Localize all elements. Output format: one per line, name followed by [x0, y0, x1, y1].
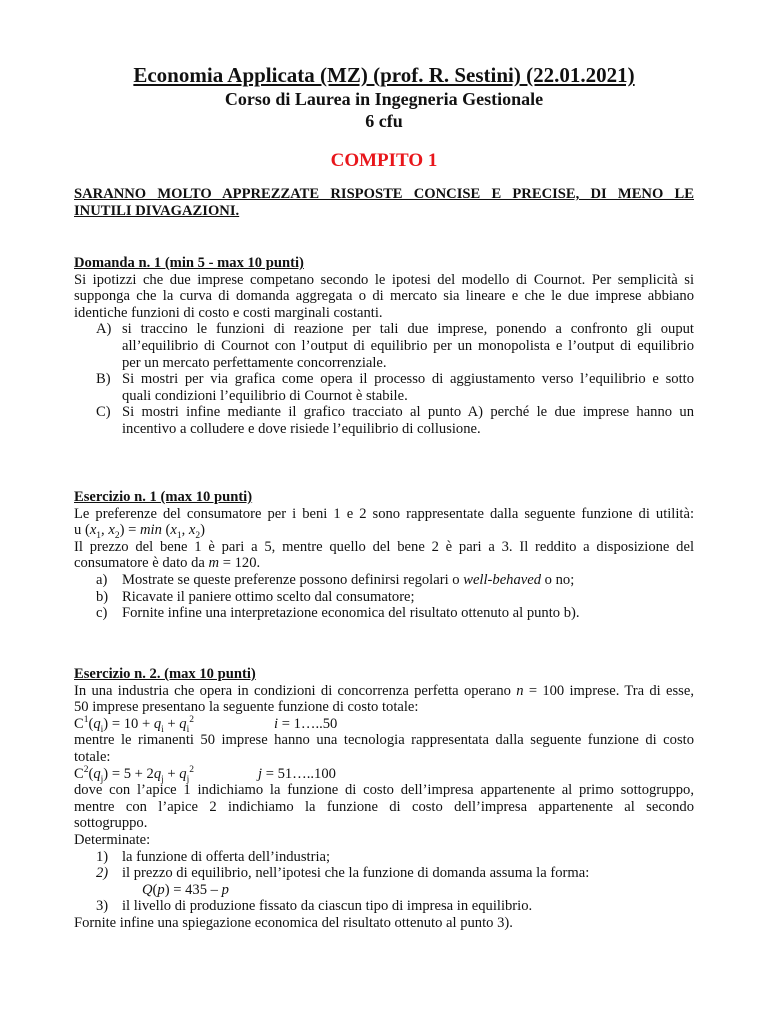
paragraph-line: Determinate: — [74, 831, 151, 848]
list-item — [96, 605, 694, 622]
list-label: 2) — [96, 865, 109, 882]
course-credits: 6 cfu — [365, 111, 403, 131]
esercizio-1-heading: Esercizio n. 1 (max 10 punti) — [74, 489, 253, 505]
paragraph-line: In una industria che opera in condizioni di concorrenza perfetta operano n = 100 imprese. Tra di esse, — [74, 682, 694, 699]
paragraph-line: Le preferenze del consumatore per i beni 1 e 2 sono rappresentate dalla seguente funzione di utilità: — [74, 505, 694, 522]
list-line: Fornite infine una interpretazione economica del risultato ottenuto al punto b). — [122, 605, 580, 622]
list-line: si traccino le funzioni di reazione per tali due imprese, ponendo a confronto gli ouput — [122, 321, 694, 338]
esercizio-2-section — [74, 666, 694, 932]
domanda-1-section — [74, 255, 694, 438]
list-line: incentivo a colludere e dove risiede l’equilibrio di collusione. — [122, 420, 481, 437]
paragraph-line: totale: — [74, 748, 111, 765]
exam-version: COMPITO 1 — [330, 150, 438, 171]
notice — [74, 186, 694, 219]
demand-function: Q(p) = 435 – p — [142, 881, 229, 898]
list-label: A) — [96, 321, 112, 338]
list-item — [96, 898, 694, 915]
esercizio-1-section — [74, 489, 694, 622]
list-line: Si mostri per via grafica come opera il processo di aggiustamento verso l’equilibrio e sotto — [122, 371, 694, 388]
list-item — [96, 849, 694, 866]
notice-line: SARANNO MOLTO APPREZZATE RISPOSTE CONCISE E PRECISE, DI MENO LE — [74, 186, 694, 202]
list-label: C) — [96, 404, 111, 421]
list-label: 1) — [96, 848, 109, 865]
paragraph-line: 50 imprese presentano la seguente funzione di costo totale: — [74, 699, 419, 716]
list-line: Mostrate se queste preferenze possono definirsi regolari o well-behaved o no; — [122, 571, 575, 588]
paragraph-line: mentre con l’apice 2 indichiamo la funzione di costo dell’impresa appartenente al secondo — [74, 798, 694, 815]
list-item — [96, 589, 694, 606]
list-line: la funzione di offerta dell’industria; — [122, 848, 331, 865]
list-line: Si mostri infine mediante il grafico tracciato al punto A) perché le due imprese hanno un — [122, 404, 694, 421]
cost-function-2: $C^2(q_j) = 5 + 2q_j + q_j^2$ j = 51…..100 — [74, 764, 336, 785]
utility-function: u ($x_1$, $x_2) = \min (x_1$, $x_2$) — [74, 522, 206, 542]
list-line: quali condizioni l’equilibrio di Cournot è stabile. — [122, 387, 408, 404]
list-label: c) — [96, 605, 108, 622]
list-line: Ricavate il paniere ottimo scelto dal consumatore; — [122, 588, 415, 605]
cost-function-1: $C^1(q_i) = 10 + q_i + q_i^2$ i = 1…..50 — [74, 714, 338, 735]
list-line: per un mercato perfettamente concorrenziale. — [122, 354, 387, 371]
list-item — [96, 572, 694, 589]
paragraph-line: Fornite infine una spiegazione economica del risultato ottenuto al punto 3). — [74, 914, 513, 931]
list-label: B) — [96, 371, 111, 388]
paragraph-line: Si ipotizzi che due imprese competano secondo le ipotesi del modello di Cournot. Per semplicità si — [74, 271, 694, 288]
list-line: il livello di produzione fissato da ciascun tipo di impresa in equilibrio. — [122, 898, 533, 915]
paragraph-line: identiche funzioni di costo e costi marginali costanti. — [74, 304, 383, 321]
paragraph-line: supponga che la curva di domanda aggregata o di mercato sia lineare e che le due imprese abbiano — [74, 288, 694, 305]
list-item — [96, 371, 694, 404]
paragraph-line: dove con l’apice 1 indichiamo la funzione di costo dell’impresa appartenente al primo sottogruppo, — [74, 782, 694, 799]
domanda-1-heading: Domanda n. 1 (min 5 - max 10 punti) — [74, 255, 304, 271]
list-label: 3) — [96, 898, 109, 915]
list-label: a) — [96, 571, 108, 588]
paragraph-line: consumatore è dato da m = 120. — [74, 555, 261, 572]
paragraph-line: mentre le rimanenti 50 imprese hanno una tecnologia rappresentata dalla seguente funzione di costo — [74, 732, 694, 749]
exam-title: Economia Applicata (MZ) (prof. R. Sestini) (22.01.2021) — [133, 63, 635, 87]
list-item — [96, 404, 694, 437]
paragraph-line: Il prezzo del bene 1 è pari a 5, mentre quello del bene 2 è pari a 3. Il reddito a disposizione del — [74, 538, 694, 555]
list-item — [96, 865, 694, 898]
esercizio-2-heading: Esercizio n. 2. (max 10 punti) — [74, 666, 256, 682]
list-line: all’equilibrio di Cournot con l’output di equilibrio per un monopolista e l’output di equilibrio — [122, 337, 694, 354]
list-line: il prezzo di equilibrio, nell’ipotesi che la funzione di domanda assuma la forma: — [122, 865, 590, 882]
list-item — [96, 321, 694, 371]
list-label: b) — [96, 588, 109, 605]
paragraph-line: sottogruppo. — [74, 815, 148, 832]
course-name: Corso di Laurea in Ingegneria Gestionale — [224, 89, 544, 109]
notice-line: INUTILI DIVAGAZIONI. — [74, 202, 240, 219]
